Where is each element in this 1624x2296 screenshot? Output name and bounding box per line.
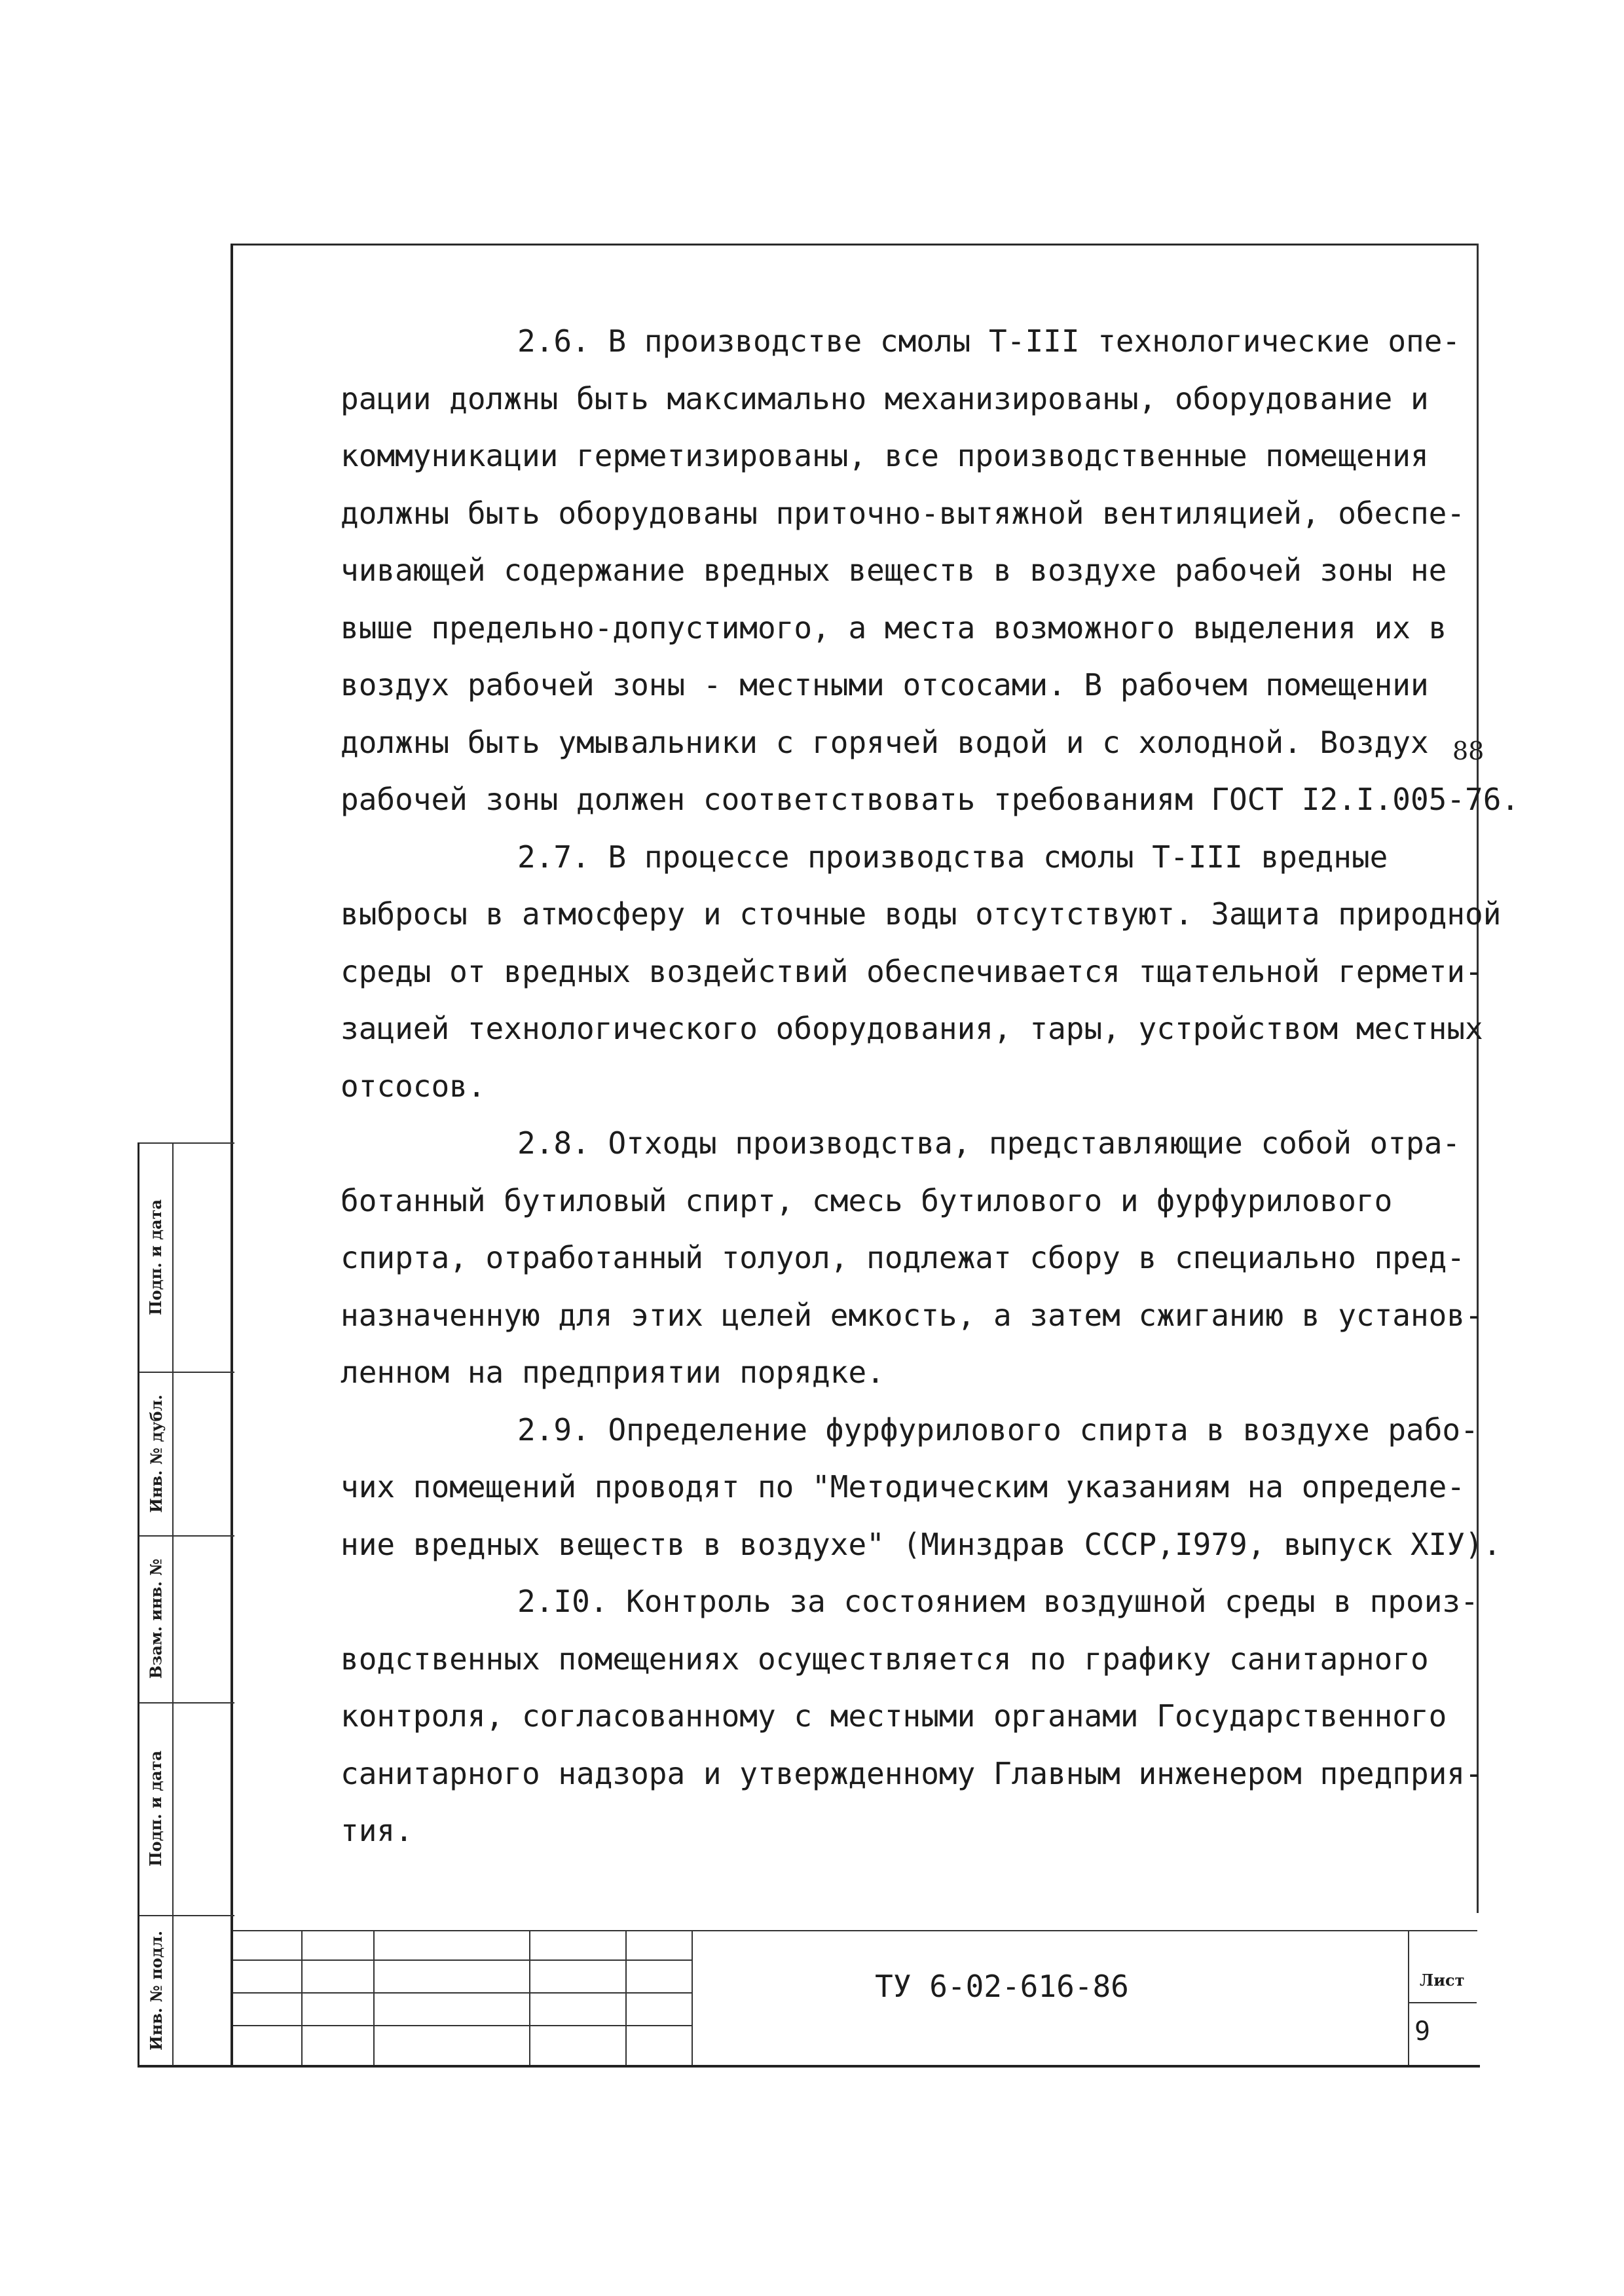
text-line: тия. xyxy=(341,1813,413,1848)
stamp-label: Взам. инв. № xyxy=(146,1558,166,1679)
sheet-cell-divider xyxy=(1408,2002,1477,2003)
stamp-column-divider xyxy=(172,1142,174,2066)
document-code: ТУ 6-02-616-86 xyxy=(875,1969,1129,2004)
text-line: 2.8. Отходы производства, представляющие собой отра- xyxy=(517,1125,1461,1161)
text-line: ботанный бутиловый спирт, смесь бутилового и фурфурилового xyxy=(341,1182,1393,1218)
frame-bottom-border xyxy=(138,2065,1480,2068)
text-line: санитарного надзора и утвержденному Главным инженером предприя- xyxy=(341,1755,1483,1791)
text-line: спирта, отработанный толуол, подлежат сбору в специально пред- xyxy=(341,1240,1466,1275)
text-line: зацией технологического оборудования, тары, устройством местных xyxy=(341,1011,1483,1046)
frame-top-border xyxy=(231,244,1478,246)
text-line: 2.9. Определение фурфурилового спирта в воздухе рабо- xyxy=(517,1412,1479,1448)
title-block-col-line xyxy=(529,1930,530,2065)
sheet-label: Лист xyxy=(1420,1971,1465,1990)
text-line: ленном на предприятии порядке. xyxy=(341,1355,885,1390)
stamp-label: Инв. № дубл. xyxy=(146,1394,166,1513)
text-line: отсосов. xyxy=(341,1068,486,1104)
text-line: 2.6. В производстве смолы Т-III технологические опе- xyxy=(517,323,1461,359)
title-block-col-line xyxy=(692,1930,693,2065)
text-line: выбросы в атмосферу и сточные воды отсутствуют. Защита природной xyxy=(341,896,1502,932)
title-block-col-line xyxy=(373,1930,375,2065)
title-block-col-line xyxy=(1408,1930,1409,2065)
text-line: коммуникации герметизированы, все производственные помещения xyxy=(341,438,1429,473)
text-line: водственных помещениях осуществляется по графику санитарного xyxy=(341,1641,1429,1677)
text-line: назначенную для этих целей емкость, а затем сжиганию в установ- xyxy=(341,1297,1483,1333)
title-block-top-line xyxy=(233,1930,1477,1931)
text-line: 2.I0. Контроль за состоянием воздушной среды в произ- xyxy=(517,1584,1479,1619)
stamp-label: Подп. и дата xyxy=(146,1750,166,1867)
text-line: чивающей содержание вредных веществ в воздухе рабочей зоны не xyxy=(341,553,1447,588)
sheet-number: 9 xyxy=(1414,2016,1431,2047)
stamp-label: Подп. и дата xyxy=(146,1199,166,1315)
text-line: контроля, согласованному с местными органами Государственного xyxy=(341,1698,1447,1734)
title-block-col-line xyxy=(625,1930,627,2065)
text-line: должны быть умывальники с горячей водой и с холодной. Воздух xyxy=(341,724,1429,760)
text-line: чих помещений проводят по "Методическим указаниям на определе- xyxy=(341,1469,1466,1504)
text-line: 2.7. В процессе производства смолы Т-III вредные xyxy=(517,839,1388,875)
text-line: должны быть оборудованы приточно-вытяжной вентиляцией, обеспе- xyxy=(341,495,1466,531)
text-line: рабочей зоны должен соответствовать требованиям ГОСТ I2.I.005-76. xyxy=(341,782,1520,817)
text-line: воздух рабочей зоны - местными отсосами. В рабочем помещении xyxy=(341,667,1429,702)
document-body xyxy=(341,313,1520,1860)
title-block-col-line xyxy=(301,1930,303,2065)
text-line: рации должны быть максимально механизированы, оборудование и xyxy=(341,380,1429,416)
margin-page-mark: 88 xyxy=(1452,737,1485,765)
text-line: выше предельно-допустимого, а места возможного выделения их в xyxy=(341,610,1447,646)
text-line: среды от вредных воздействий обеспечивается тщательной гермети- xyxy=(341,953,1483,989)
text-line: ние вредных веществ в воздухе" (Минздрав СССР,I979, выпуск XIУ). xyxy=(341,1526,1502,1562)
side-stamp-strip xyxy=(138,1142,234,2066)
stamp-label: Инв. № подл. xyxy=(146,1930,166,2050)
